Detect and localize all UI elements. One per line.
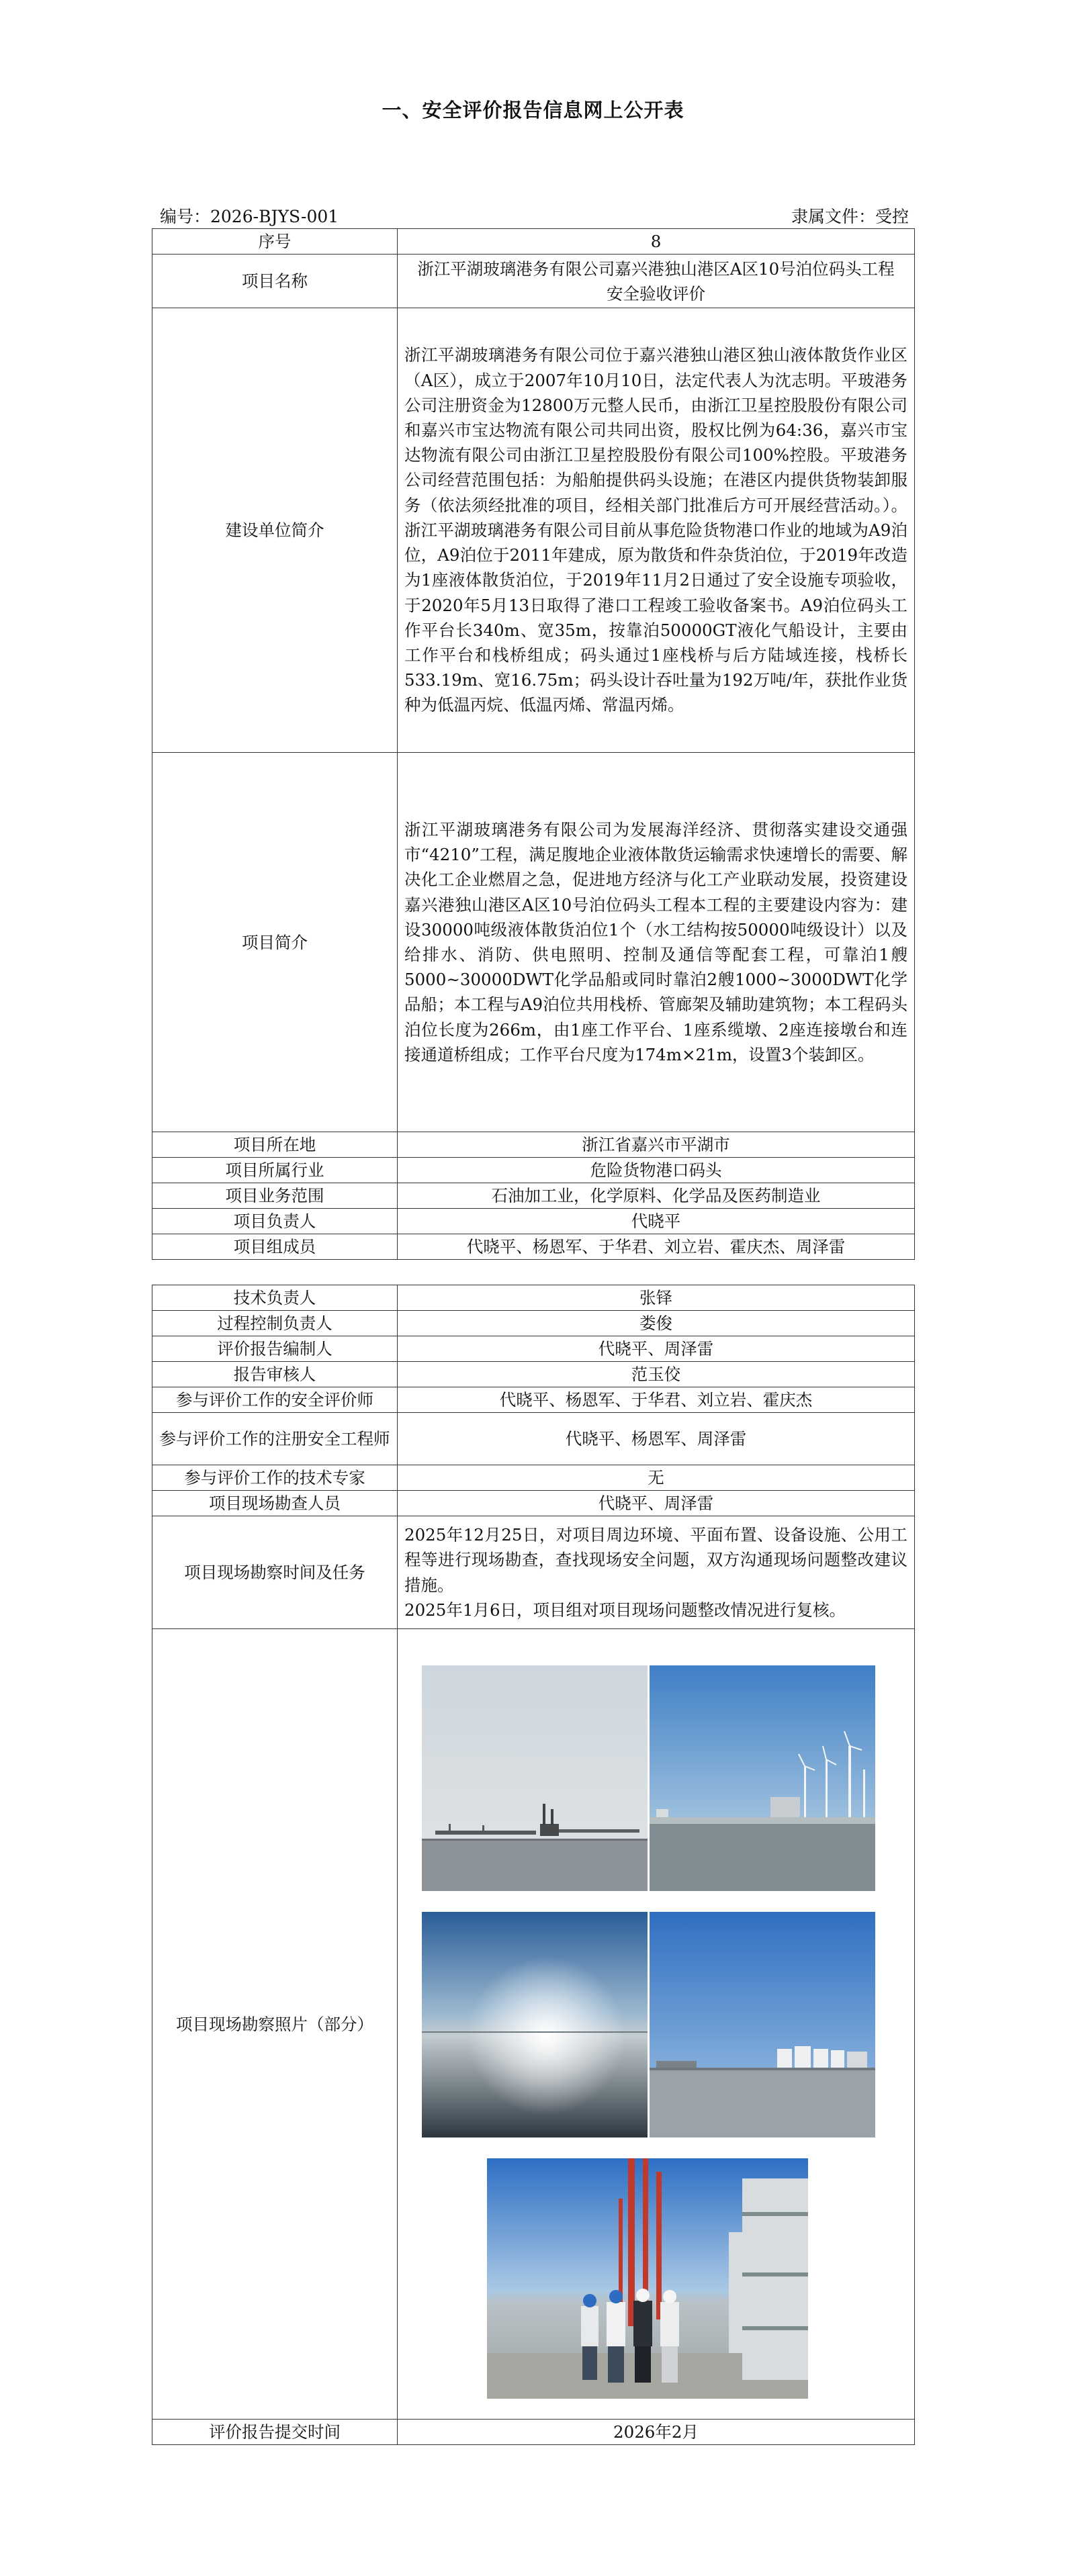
photo-gallery	[398, 1629, 915, 2420]
row-label: 项目现场勘察时间及任务	[152, 1516, 398, 1629]
table-row	[152, 1158, 915, 1183]
table-row	[152, 1465, 915, 1491]
row-label: 评价报告编制人	[152, 1336, 398, 1362]
builder-intro-value: 浙江平湖玻璃港务有限公司位于嘉兴港独山港区独山液体散货作业区（A区），成立于2007年10月10日，法定代表人为沈志明。平玻港务公司注册资金为12800万元整人民币，由浙江卫星控股股份有限公司和嘉兴市宝达物流有限公司共同出资，股权比例为64:36，嘉兴市宝达物流有限公司由浙江卫星控股股份有限公司100%控股。平玻港务公司经营范围包括：为船舶提供码头设施；在港区内提供货物装卸服务（依法须经批准的项目，经相关部门批准后方可开展经营活动。）。浙江平湖玻璃港务有限公司目前从事危险货物港口作业的地域为A9泊位，A9泊位于2011年建成，原为散货和件杂货泊位，于2019年改造为1座液体散货泊位，于2019年11月2日通过了安全设施专项验收，于2020年5月13日取得了港口工程竣工验收备案书。A9泊位码头工作平台长340m、宽35m，按靠泊50000GT液化气船设计，主要由工作平台和栈桥组成；码头通过1座栈桥与后方陆域连接，栈桥长533.19m、宽16.75m；码头设计吞吐量为192万吨/年，获批作业货种为低温丙烷、低温丙烯、常温丙烯。	[398, 308, 915, 753]
table-row	[152, 1183, 915, 1209]
table-row	[152, 1209, 915, 1234]
row-value: 8	[398, 229, 915, 255]
table-row	[152, 1362, 915, 1387]
page-title: 一、安全评价报告信息网上公开表	[382, 99, 684, 122]
row-value: 代晓平	[398, 1209, 915, 1234]
row-value: 范玉佼	[398, 1362, 915, 1387]
row-value: 代晓平、杨恩军、于华君、刘立岩、霍庆杰	[398, 1387, 915, 1413]
row-value: 浙江省嘉兴市平湖市	[398, 1132, 915, 1158]
table-row	[152, 753, 915, 1132]
row-value: 张铎	[398, 1285, 915, 1311]
evaluation-staff-table	[152, 1285, 915, 2445]
table-row	[152, 255, 915, 308]
row-label: 参与评价工作的技术专家	[152, 1465, 398, 1491]
row-value: 代晓平、杨恩军、周泽雷	[398, 1413, 915, 1465]
row-label: 项目现场勘查人员	[152, 1491, 398, 1516]
site-photo-team	[487, 2158, 808, 2399]
site-photo-jetty	[422, 1665, 648, 1891]
row-value: 无	[398, 1465, 915, 1491]
row-label: 项目所在地	[152, 1132, 398, 1158]
project-info-table	[152, 228, 915, 1260]
document-file-type: 隶属文件：受控	[791, 207, 909, 226]
row-label: 报告审核人	[152, 1362, 398, 1387]
table-row	[152, 229, 915, 255]
row-label: 参与评价工作的注册安全工程师	[152, 1413, 398, 1465]
project-name-value: 浙江平湖玻璃港务有限公司嘉兴港独山港区A区10号泊位码头工程安全验收评价	[398, 255, 915, 308]
row-value: 代晓平、周泽雷	[398, 1491, 915, 1516]
table-row	[152, 1285, 915, 1311]
row-label: 序号	[152, 229, 398, 255]
site-photo-storage-tanks	[650, 1912, 875, 2137]
site-photo-wind-turbines	[650, 1665, 875, 1891]
submit-date-value: 2026年2月	[398, 2420, 915, 2445]
row-label: 项目所属行业	[152, 1158, 398, 1183]
row-label: 项目简介	[152, 753, 398, 1132]
site-photo-sea-sunlight	[422, 1912, 648, 2137]
row-label: 过程控制负责人	[152, 1311, 398, 1336]
table-row	[152, 2420, 915, 2445]
table-row	[152, 1491, 915, 1516]
row-label: 建设单位简介	[152, 308, 398, 753]
row-label: 项目现场勘察照片（部分）	[152, 1629, 398, 2420]
table-row	[152, 1234, 915, 1260]
row-value: 石油加工业，化学原料、化学品及医药制造业	[398, 1183, 915, 1209]
row-value: 代晓平、周泽雷	[398, 1336, 915, 1362]
table-row	[152, 1387, 915, 1413]
document-meta	[153, 203, 916, 226]
table-row	[152, 308, 915, 753]
row-label: 项目名称	[152, 255, 398, 308]
table-row	[152, 1336, 915, 1362]
table-row	[152, 1311, 915, 1336]
table-row	[152, 1516, 915, 1629]
table-row	[152, 1413, 915, 1465]
row-value: 娄俊	[398, 1311, 915, 1336]
row-label: 项目组成员	[152, 1234, 398, 1260]
row-value: 代晓平、杨恩军、于华君、刘立岩、霍庆杰、周泽雷	[398, 1234, 915, 1260]
document-number: 编号：2026-BJYS-001	[160, 207, 339, 226]
row-label: 项目业务范围	[152, 1183, 398, 1209]
row-label: 技术负责人	[152, 1285, 398, 1311]
table-row	[152, 1629, 915, 2420]
project-intro-value: 浙江平湖玻璃港务有限公司为发展海洋经济、贯彻落实建设交通强市“4210”工程，满足腹地企业液体散货运输需求快速增长的需要、解决化工企业燃眉之急，促进地方经济与化工产业联动发展，投资建设嘉兴港独山港区A区10号泊位码头工程本工程的主要建设内容为：建设30000吨级液体散货泊位1个（水工结构按50000吨级设计）以及给排水、消防、供电照明、控制及通信等配套工程，可靠泊1艘5000~30000DWT化学品船或同时靠泊2艘1000~3000DWT化学品船；本工程与A9泊位共用栈桥、管廊架及辅助建筑物；本工程码头泊位长度为266m，由1座工作平台、1座系缆墩、2座连接墩台和连接通道桥组成；工作平台尺度为174m×21m，设置3个装卸区。	[398, 753, 915, 1132]
survey-value	[398, 1516, 915, 1629]
row-label: 参与评价工作的安全评价师	[152, 1387, 398, 1413]
survey-line: 2025年1月6日，项目组对项目现场问题整改情况进行复核。	[404, 1600, 846, 1620]
row-label: 评价报告提交时间	[152, 2420, 398, 2445]
survey-line: 2025年12月25日，对项目周边环境、平面布置、设备设施、公用工程等进行现场勘查，查找现场安全问题，双方沟通现场问题整改建议措施。	[404, 1525, 907, 1595]
row-value: 危险货物港口码头	[398, 1158, 915, 1183]
table-row	[152, 1132, 915, 1158]
row-label: 项目负责人	[152, 1209, 398, 1234]
